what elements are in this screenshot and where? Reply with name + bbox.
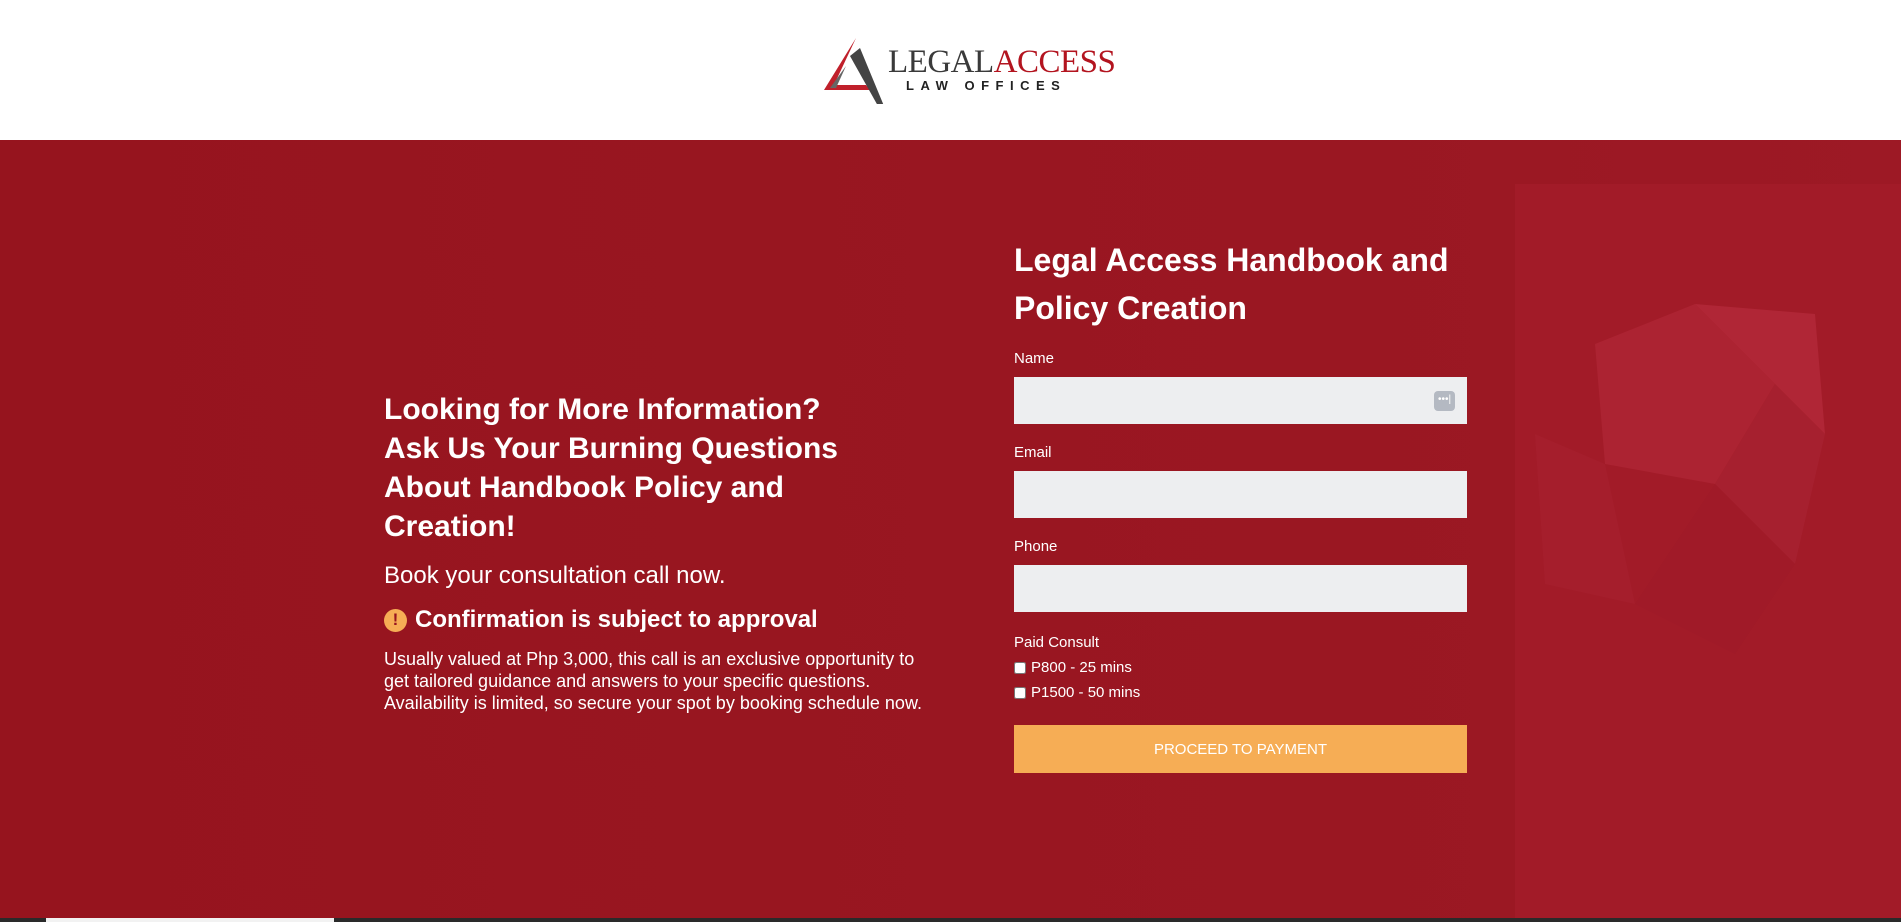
polygon-background [1515,184,1901,918]
site-header [0,0,1901,140]
option-p1500[interactable]: P1500 - 50 mins [1014,684,1467,701]
description-text: Usually valued at Php 3,000, this call is an exclusive opportunity to get tailored guidance and answers to your specific questions. Availability is limited, so secure your spot by booking schedule now. [384,649,922,713]
proceed-to-payment-button[interactable]: PROCEED TO PAYMENT [1014,725,1467,773]
phone-input[interactable] [1014,565,1467,612]
option-p1500-checkbox[interactable] [1014,687,1026,699]
hero-section [0,140,1901,918]
bottom-bar [0,918,1901,922]
autofill-key-icon[interactable]: •••| [1434,391,1455,411]
intro-heading: Looking for More Information? Ask Us Your Burning Questions About Handbook Policy and Creation! [384,393,838,543]
option-p800-checkbox[interactable] [1014,662,1026,674]
exclamation-icon: ! [384,609,407,632]
logo-subtitle: LAW OFFICES [906,78,1067,93]
email-label: Email [1014,444,1052,461]
logo-mark-icon [820,36,890,104]
booking-form [1014,236,1467,773]
paid-consult-label: Paid Consult [1014,634,1100,651]
intro-column [384,390,944,714]
name-input[interactable] [1014,377,1467,424]
book-text: Book your consultation call now. [384,562,726,589]
email-input[interactable] [1014,471,1467,518]
phone-label: Phone [1014,538,1058,555]
logo-wordmark: LEGALACCESS [888,44,1116,80]
form-title: Legal Access Handbook and Policy Creation [1014,242,1449,326]
legal-access-logo[interactable] [820,36,1116,104]
option-p800[interactable]: P800 - 25 mins [1014,659,1467,676]
name-label: Name [1014,350,1055,367]
confirmation-notice [384,606,944,634]
confirmation-text: Confirmation is subject to approval [415,606,818,633]
